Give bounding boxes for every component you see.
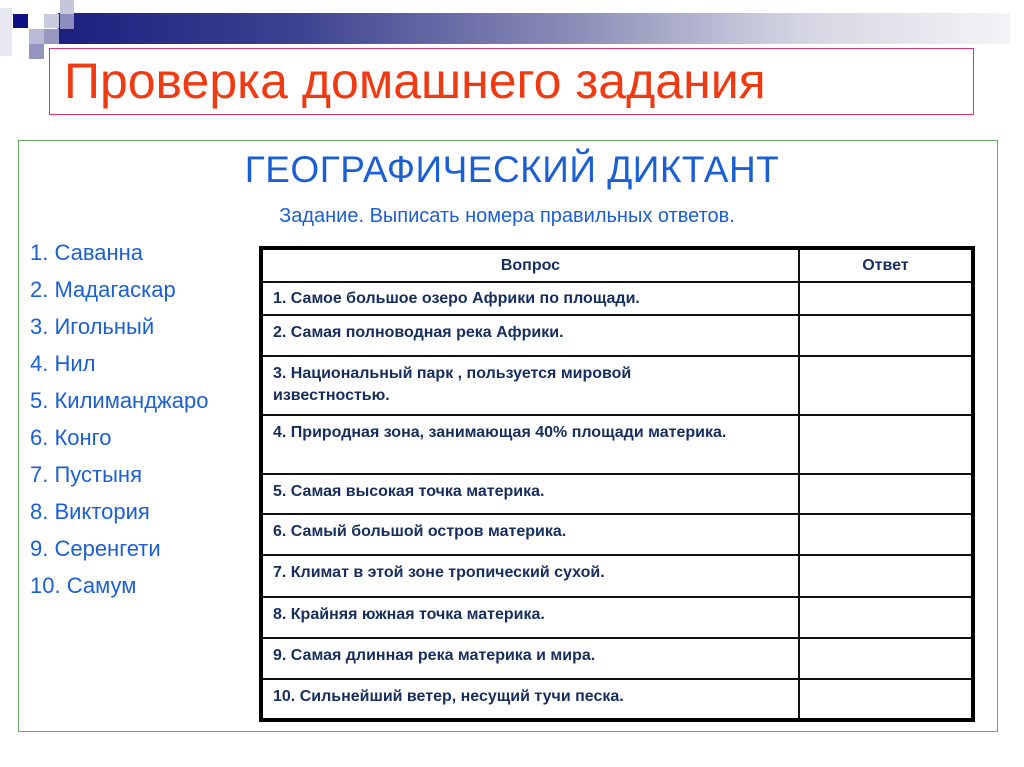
answer-option: 3. Игольный (30, 314, 155, 339)
answer-cell[interactable] (799, 315, 973, 356)
answer-cell[interactable] (799, 514, 973, 555)
answer-option: 6. Конго (30, 425, 112, 450)
question-cell: 1. Самое большое озеро Африки по площади. (261, 282, 799, 315)
answer-option: 2. Мадагаскар (30, 277, 176, 302)
answer-option: 7. Пустыня (30, 462, 142, 487)
column-header-question: Вопрос (261, 248, 799, 282)
table-row (261, 315, 973, 356)
table-row (261, 679, 973, 720)
question-cell: 2. Самая полноводная река Африки. (261, 315, 799, 356)
table-row (261, 356, 973, 415)
question-cell: 6. Самый большой остров материка. (261, 514, 799, 555)
decorative-square-icon (0, 8, 12, 56)
table-row (261, 282, 973, 315)
dictation-heading: ГЕОГРАФИЧЕСКИЙ ДИКТАНТ (244, 149, 780, 190)
table-row (261, 514, 973, 555)
table-row (261, 555, 973, 597)
question-cell: 9. Самая длинная река материка и мира. (261, 638, 799, 679)
answer-option: 10. Самум (30, 573, 137, 598)
table-header-row (261, 248, 973, 282)
answer-option: 5. Килиманджаро (30, 388, 209, 413)
answer-option: 9. Серенгети (30, 536, 161, 561)
answer-option: 1. Саванна (30, 240, 144, 265)
answer-cell[interactable] (799, 415, 973, 474)
decorative-square-icon (29, 44, 44, 59)
question-cell: 3. Национальный парк , пользуется мировой известностью. (261, 356, 799, 415)
slide-title: Проверка домашнего задания (64, 53, 766, 109)
answer-cell[interactable] (799, 638, 973, 679)
question-cell: 8. Крайняя южная точка материка. (261, 597, 799, 638)
answer-cell[interactable] (799, 679, 973, 720)
table-row (261, 474, 973, 514)
answer-cell[interactable] (799, 597, 973, 638)
table-row (261, 415, 973, 474)
question-cell: 5. Самая высокая точка материка. (261, 474, 799, 514)
answer-option: 8. Виктория (30, 499, 150, 524)
decorative-square-icon (60, 0, 74, 14)
questions-table (259, 246, 975, 722)
answer-cell[interactable] (799, 474, 973, 514)
task-instruction: Задание. Выписать номера правильных ответов. (279, 205, 735, 227)
table-row (261, 597, 973, 638)
answer-cell[interactable] (799, 555, 973, 597)
decorative-square-icon (44, 29, 59, 44)
header-gradient-bar (58, 13, 1010, 44)
answer-cell[interactable] (799, 356, 973, 415)
decorative-square-icon (60, 14, 74, 29)
decorative-square-icon (29, 29, 44, 44)
answer-option: 4. Нил (30, 351, 96, 376)
column-header-answer: Ответ (799, 248, 973, 282)
decorative-square-icon (44, 14, 59, 28)
question-cell: 7. Климат в этой зоне тропический сухой. (261, 555, 799, 597)
decorative-square-icon (13, 14, 28, 28)
table-row (261, 638, 973, 679)
title-box (49, 48, 974, 115)
answer-options-list (30, 238, 208, 608)
question-cell: 4. Природная зона, занимающая 40% площади материка. (261, 415, 799, 474)
question-cell: 10. Сильнейший ветер, несущий тучи песка. (261, 679, 799, 720)
answer-cell[interactable] (799, 282, 973, 315)
